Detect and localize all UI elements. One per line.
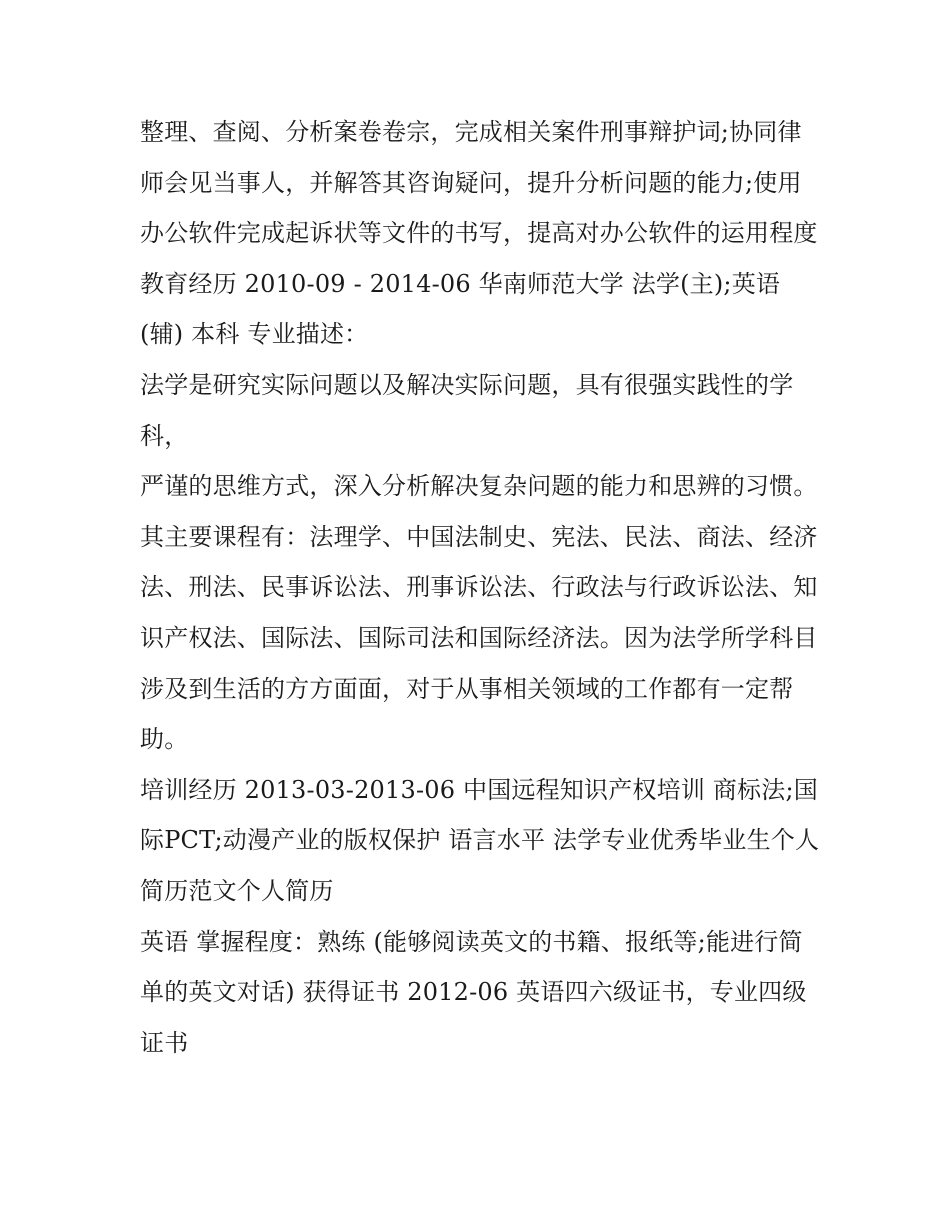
paragraph-courses: 严谨的思维方式，深入分析解决复杂问题的能力和思辨的习惯。其主要课程有：法理学、中国法制史、宪法、民法、商法、经济法、刑法、民事诉讼法、刑事诉讼法、行政法与行政诉讼法、知识产权法、国际法、国际司法和国际经济法。因为法学所学科目涉及到生活的方方面面，对于从事相关领域的工作都有一定帮助。 <box>140 472 818 754</box>
paragraph-law-description: 法学是研究实际问题以及解决实际问题，具有很强实践性的学科， <box>140 370 794 450</box>
paragraph-education: 教育经历 2010-09 - 2014-06 华南师范大学 法学(主);英语(辅) 本科 专业描述： <box>140 269 781 349</box>
paragraph-training: 培训经历 2013-03-2013-06 中国远程知识产权培训 商标法;国际PCT;动漫产业的版权保护 语言水平 法学专业优秀毕业生个人简历范文个人简历 <box>140 775 820 905</box>
document-body <box>140 107 820 1068</box>
paragraph-work-duties: 整理、查阅、分析案卷卷宗，完成相关案件刑事辩护词;协同律师会见当事人，并解答其咨询疑问，提升分析问题的能力;使用办公软件完成起诉状等文件的书写，提高对办公软件的运用程度 <box>140 118 818 248</box>
paragraph-language: 英语 掌握程度：熟练 (能够阅读英文的书籍、报纸等;能进行简单的英文对话) 获得证书 2012-06 英语四六级证书，专业四级证书 <box>140 927 807 1057</box>
